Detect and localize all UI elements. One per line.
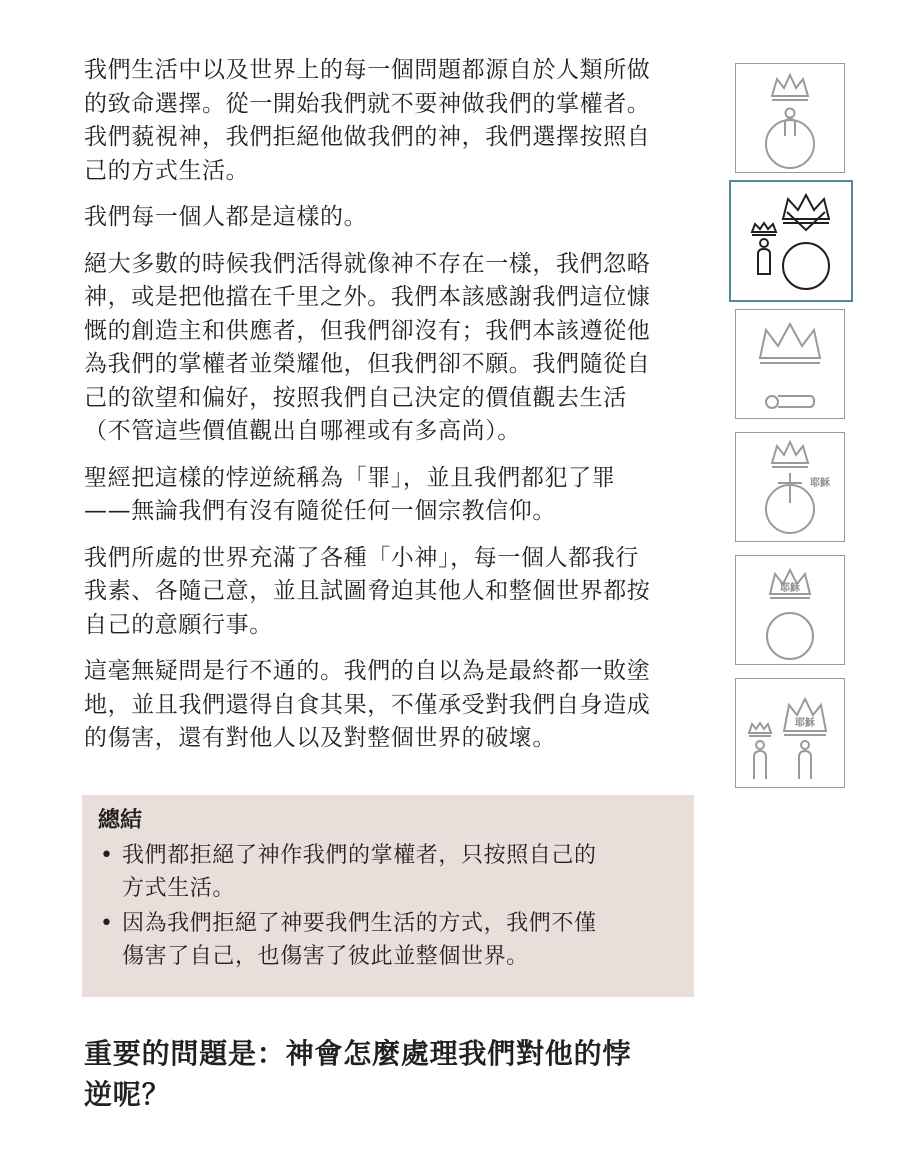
sidebar-panel-5 <box>735 555 845 665</box>
paragraph-4: 聖經把這樣的悖逆統稱為「罪」，並且我們都犯了罪 ——無論我們有沒有隨從任何一個宗教信仰。 <box>84 464 616 524</box>
sidebar-panel-1 <box>735 63 845 173</box>
person-and-large-crown-circle-icon <box>731 182 855 304</box>
bullet: • <box>100 843 114 868</box>
paragraph-5: 我們所處的世界充滿了各種「小神」，每一個人都我行 我素、各隨己意，並且試圖脅迫其他人和整個世界都按 自己的意願行事。 <box>84 544 651 638</box>
key-question-heading: 重要的問題是：神會怎麼處理我們對他的悖 逆呢？ <box>84 1037 632 1111</box>
jesus-crown-circle-icon <box>736 556 846 666</box>
summary-item: • 因為我們拒絕了神要我們生活的方式，我們不僅 傷害了自己，也傷害了彼此並整個世界。 <box>98 907 678 973</box>
paragraph-2: 我們每一個人都是這樣的。 <box>84 204 368 230</box>
summary-list <box>98 839 678 973</box>
sidebar-panel-6 <box>735 678 845 788</box>
crown-and-fallen-person-icon <box>736 310 846 420</box>
jesus-label: 耶穌 <box>780 583 800 594</box>
jesus-label: 耶穌 <box>810 478 830 489</box>
paragraph-1: 我們生活中以及世界上的每一個問題都源自於人類所做 的致命選擇。從一開始我們就不要神做我們的掌權者。 我們藐視神，我們拒絕他做我們的神，我們選擇按照自 己的方式生活。 <box>84 57 651 184</box>
small-crown-person-circle-icon <box>736 64 846 174</box>
bullet: • <box>100 911 114 936</box>
summary-title: 總結 <box>98 808 143 833</box>
sidebar-panel-3 <box>735 309 845 419</box>
paragraph-6: 這毫無疑問是行不通的。我們的自以為是最終都一敗塗 地，並且我們還得自食其果，不僅承受對我們自身造成 的傷害，還有對他人以及對整個世界的破壞。 <box>84 658 651 751</box>
crown-cross-circle-icon <box>736 433 846 543</box>
sidebar-panel-2 <box>729 180 853 302</box>
summary-box <box>82 795 694 997</box>
two-people-with-crowns-icon <box>736 679 846 789</box>
sidebar-panel-4 <box>735 432 845 542</box>
paragraph-3: 絕大多數的時候我們活得就像神不存在一樣，我們忽略 神，或是把他擋在千里之外。我們本該感謝我們這位慷 慨的創造主和供應者，但我們卻沒有；我們本該遵從他 為我們的掌權者並榮耀他，但我們卻不願。我們隨從自 己的欲望和偏好，按照我們自己決定的價值觀去生活 （不管這些價值觀出自哪裡或有多高尚）。 <box>84 250 651 444</box>
jesus-label: 耶穌 <box>795 718 815 729</box>
main-text <box>84 54 696 756</box>
summary-item: • 我們都拒絕了神作我們的掌權者，只按照自己的 方式生活。 <box>98 839 678 905</box>
